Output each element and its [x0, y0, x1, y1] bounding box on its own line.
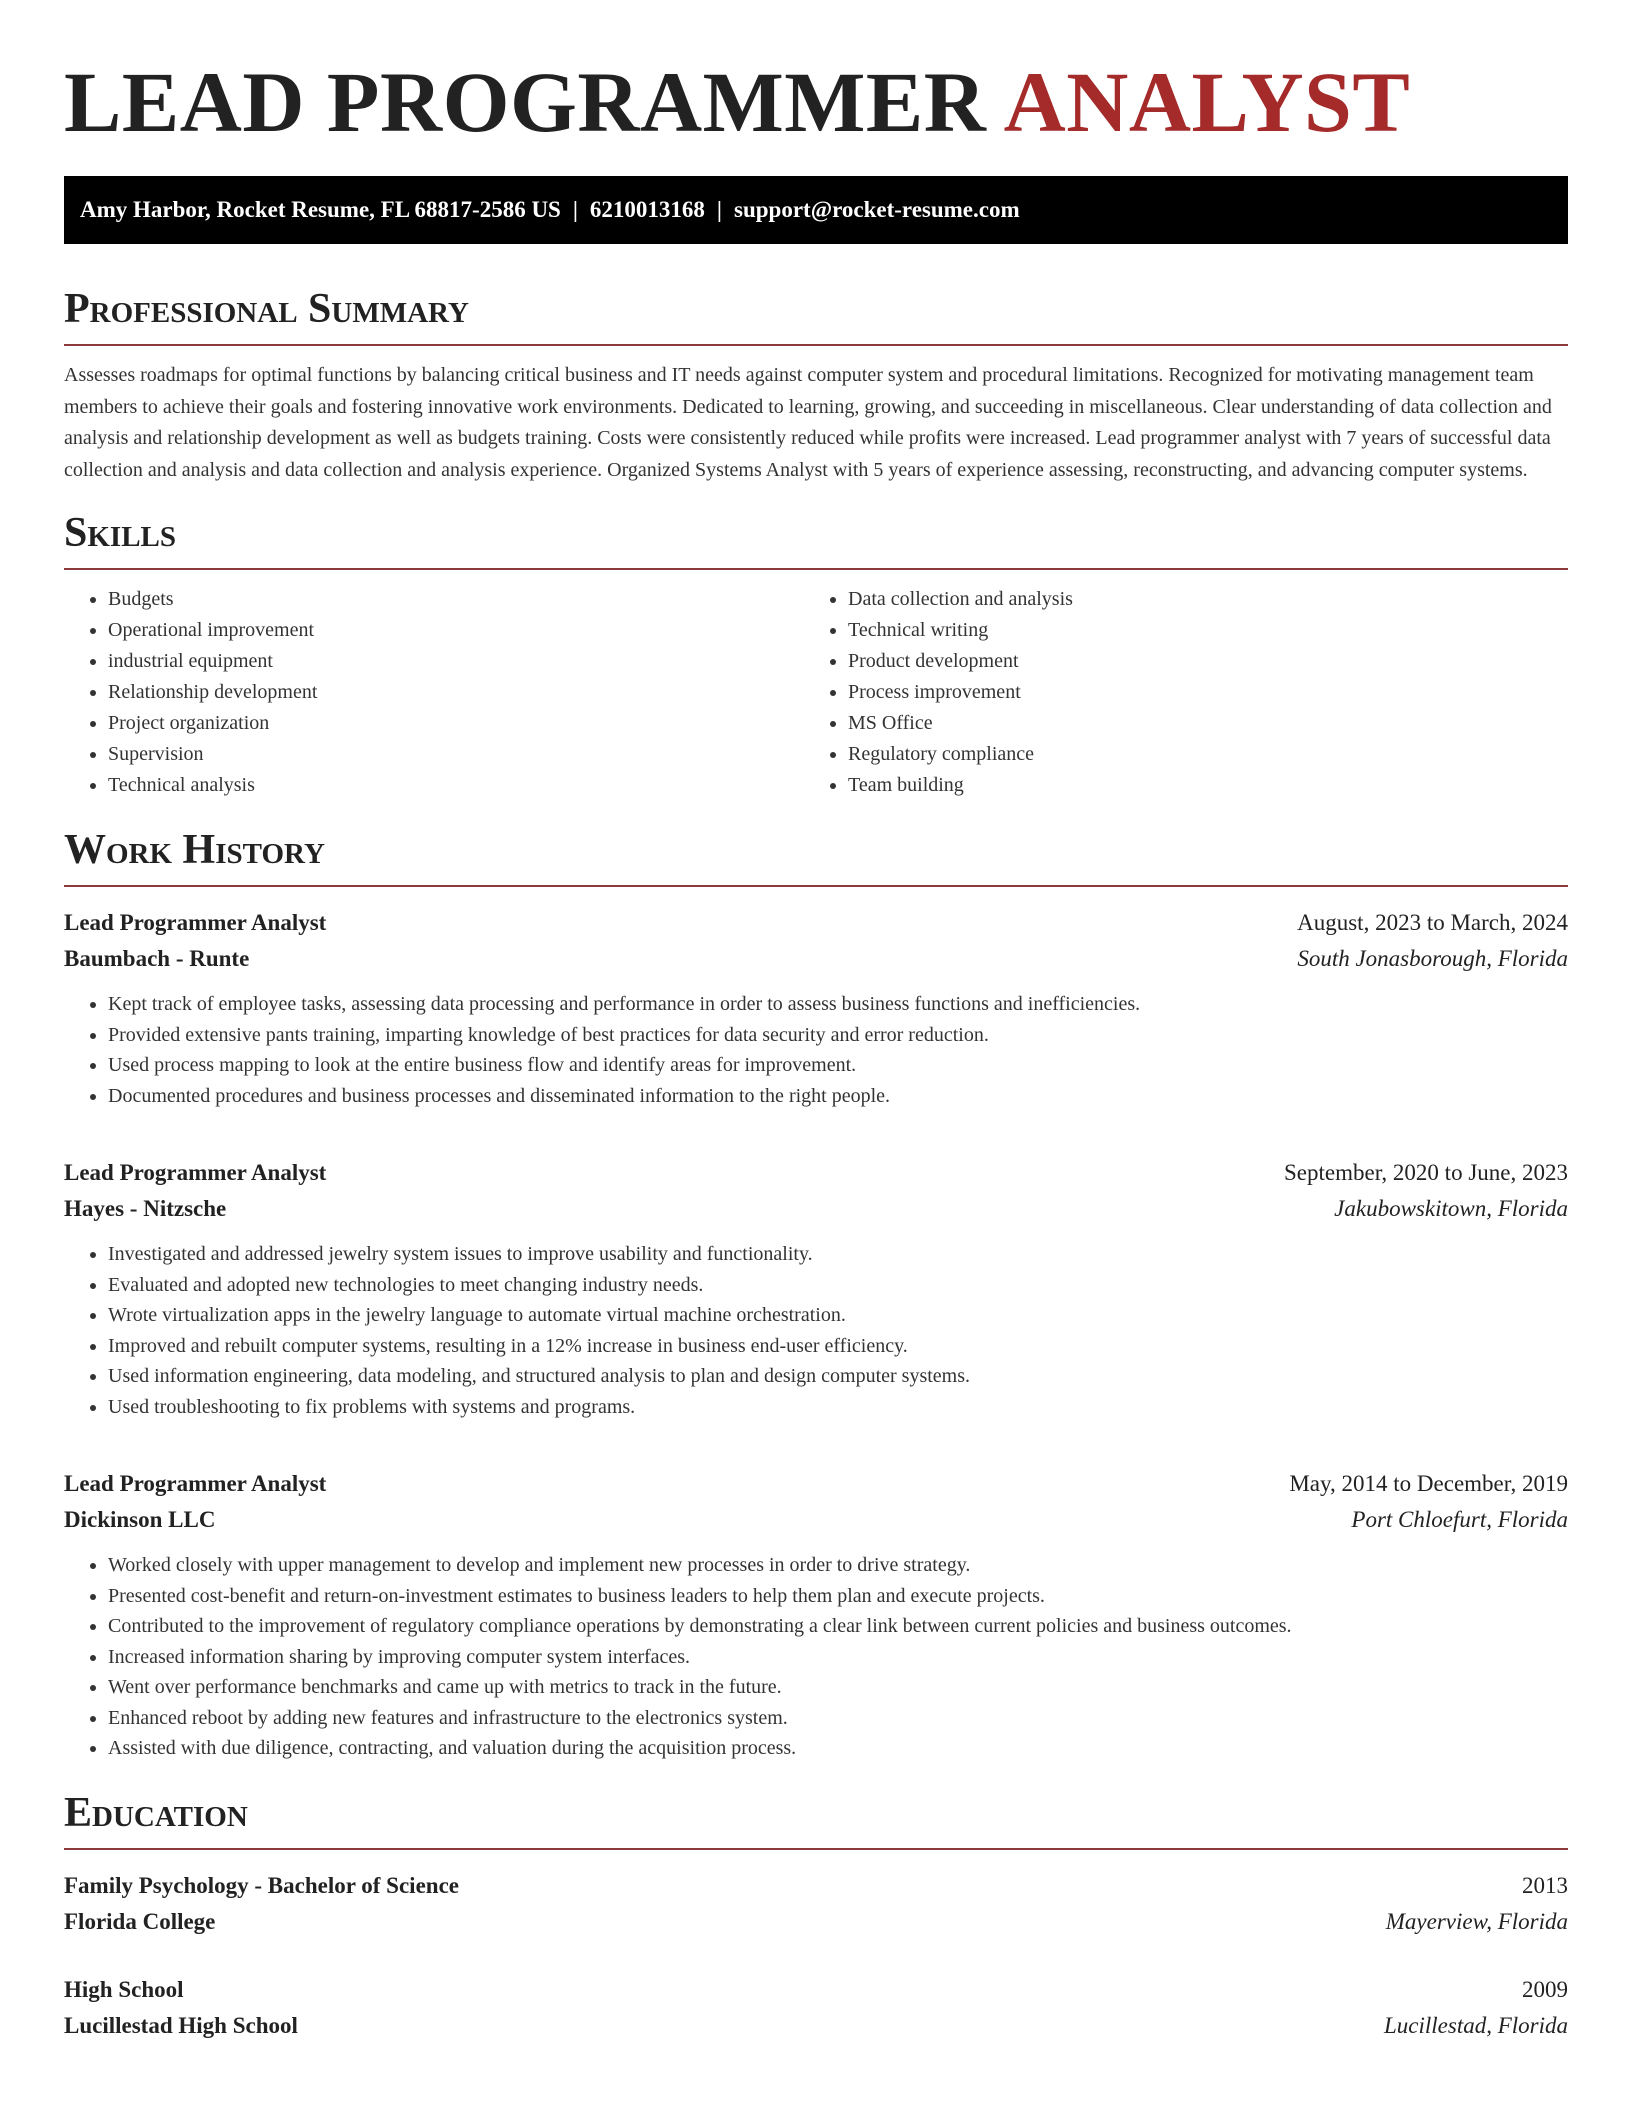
summary-section [64, 284, 1568, 486]
job-bullet: • Improved and rebuilt computer systems, resulting in a 12% increase in business end-user efficiency. [108, 1331, 1568, 1362]
job-bullet: • Worked closely with upper management to develop and implement new processes in order to drive strategy. [108, 1550, 1568, 1581]
skills-list-right [804, 584, 1544, 801]
education-entry [64, 1972, 1568, 2044]
resume-title [64, 0, 1568, 152]
education-location: Mayerview, Florida [1385, 1908, 1568, 1934]
job-dates: August, 2023 to March, 2024 [1297, 910, 1568, 935]
job-entry [64, 1155, 1568, 1422]
education-school: Lucillestad High School [64, 2012, 298, 2038]
job-header-row [64, 1155, 1568, 1191]
contact-email[interactable]: support@rocket-resume.com [734, 197, 1020, 222]
education-year: 2009 [1522, 1976, 1568, 2002]
job-company-row [64, 1502, 1568, 1538]
job-company: Hayes - Nitzsche [64, 1196, 227, 1221]
title-accent: ANALYST [1003, 54, 1411, 150]
contact-bar [64, 176, 1568, 244]
education-school-row [64, 1904, 1568, 1940]
job-header-row [64, 1466, 1568, 1502]
job-company: Dickinson LLC [64, 1507, 216, 1532]
skill-item: • Process improvement [848, 677, 1544, 708]
summary-heading: Professional Summary [64, 284, 1568, 346]
job-bullet: • Used troubleshooting to fix problems with systems and programs. [108, 1392, 1568, 1423]
job-location: Port Chloefurt, Florida [1351, 1507, 1568, 1532]
education-school-row [64, 2008, 1568, 2044]
job-bullet: • Evaluated and adopted new technologies to meet changing industry needs. [108, 1270, 1568, 1301]
job-bullet: • Contributed to the improvement of regulatory compliance operations by demonstrating a clear link between current policies and business outcomes. [108, 1611, 1568, 1642]
job-title: Lead Programmer Analyst [64, 1471, 327, 1496]
job-bullets [64, 1239, 1568, 1422]
job-company-row [64, 941, 1568, 977]
job-bullet: • Assisted with due diligence, contracting, and valuation during the acquisition process. [108, 1733, 1568, 1764]
education-degree-row [64, 1868, 1568, 1904]
job-bullets [64, 989, 1568, 1111]
education-heading: Education [64, 1788, 1568, 1850]
education-entry [64, 1868, 1568, 1940]
skill-item: • Operational improvement [108, 615, 804, 646]
job-company-row [64, 1191, 1568, 1227]
job-bullet: • Provided extensive pants training, imparting knowledge of best practices for data security and error reduction. [108, 1020, 1568, 1051]
job-bullet: • Investigated and addressed jewelry system issues to improve usability and functionality. [108, 1239, 1568, 1270]
skill-item: • Data collection and analysis [848, 584, 1544, 615]
job-bullet: • Went over performance benchmarks and came up with metrics to track in the future. [108, 1672, 1568, 1703]
work-history-section [64, 825, 1568, 1764]
job-bullet: • Used information engineering, data modeling, and structured analysis to plan and design computer systems. [108, 1361, 1568, 1392]
skills-section [64, 508, 1568, 801]
job-entry [64, 905, 1568, 1111]
resume-content [64, 0, 1568, 2044]
contact-separator: | [572, 197, 578, 222]
summary-text: Assesses roadmaps for optimal functions by balancing critical business and IT needs against computer system and procedural limitations. Recognized for motivating management team members to achieve their goals and fostering innovative work environments. Dedicated to learning, growing, and succeeding in miscellaneous. Clear understanding of data collection and analysis and relationship development as well as budgets training. Costs were consistently reduced while profits were increased. Lead programmer analyst with 7 years of successful data collection and analysis and data collection and analysis experience. Organized Systems Analyst with 5 years of experience assessing, reconstructing, and advancing computer systems. [64, 364, 1552, 481]
education-degree: Family Psychology - Bachelor of Science [64, 1872, 459, 1898]
education-degree: High School [64, 1976, 184, 2002]
job-bullet: • Enhanced reboot by adding new features and infrastructure to the electronics system. [108, 1703, 1568, 1734]
skill-item: • Team building [848, 770, 1544, 801]
education-year: 2013 [1522, 1872, 1568, 1898]
job-company: Baumbach - Runte [64, 946, 250, 971]
skill-item: • Project organization [108, 708, 804, 739]
education-location: Lucillestad, Florida [1384, 2012, 1568, 2038]
job-bullet: • Presented cost-benefit and return-on-investment estimates to business leaders to help them plan and execute projects. [108, 1581, 1568, 1612]
job-bullet: • Documented procedures and business processes and disseminated information to the right people. [108, 1081, 1568, 1112]
job-location: Jakubowskitown, Florida [1334, 1196, 1568, 1221]
contact-address: Amy Harbor, Rocket Resume, FL 68817-2586 US [80, 197, 561, 222]
education-section [64, 1788, 1568, 2044]
skill-item: • Regulatory compliance [848, 739, 1544, 770]
education-school: Florida College [64, 1908, 216, 1934]
job-entry [64, 1466, 1568, 1764]
job-bullet: • Wrote virtualization apps in the jewelry language to automate virtual machine orchestration. [108, 1300, 1568, 1331]
skill-item: • Product development [848, 646, 1544, 677]
job-dates: September, 2020 to June, 2023 [1284, 1160, 1568, 1185]
contact-phone: 6210013168 [589, 197, 705, 222]
job-dates: May, 2014 to December, 2019 [1289, 1471, 1568, 1496]
job-header-row [64, 905, 1568, 941]
skill-item: • Technical writing [848, 615, 1544, 646]
work-history-heading: Work History [64, 825, 1568, 887]
skill-item: • MS Office [848, 708, 1544, 739]
title-main: LEAD PROGRAMMER [64, 54, 987, 150]
job-bullets [64, 1550, 1568, 1764]
skill-item: • Budgets [108, 584, 804, 615]
education-degree-row [64, 1972, 1568, 2008]
skills-heading: Skills [64, 508, 1568, 570]
skill-item: • Technical analysis [108, 770, 804, 801]
job-title: Lead Programmer Analyst [64, 910, 327, 935]
skills-list-left [64, 584, 804, 801]
skill-item: • Relationship development [108, 677, 804, 708]
job-title: Lead Programmer Analyst [64, 1160, 327, 1185]
skill-item: • industrial equipment [108, 646, 804, 677]
job-bullet: • Increased information sharing by improving computer system interfaces. [108, 1642, 1568, 1673]
contact-separator: | [716, 197, 722, 222]
job-location: South Jonasborough, Florida [1297, 946, 1568, 971]
job-bullet: • Used process mapping to look at the entire business flow and identify areas for improvement. [108, 1050, 1568, 1081]
skill-item: • Supervision [108, 739, 804, 770]
skills-columns [64, 584, 1568, 801]
job-bullet: • Kept track of employee tasks, assessing data processing and performance in order to assess business functions and inefficiencies. [108, 989, 1568, 1020]
